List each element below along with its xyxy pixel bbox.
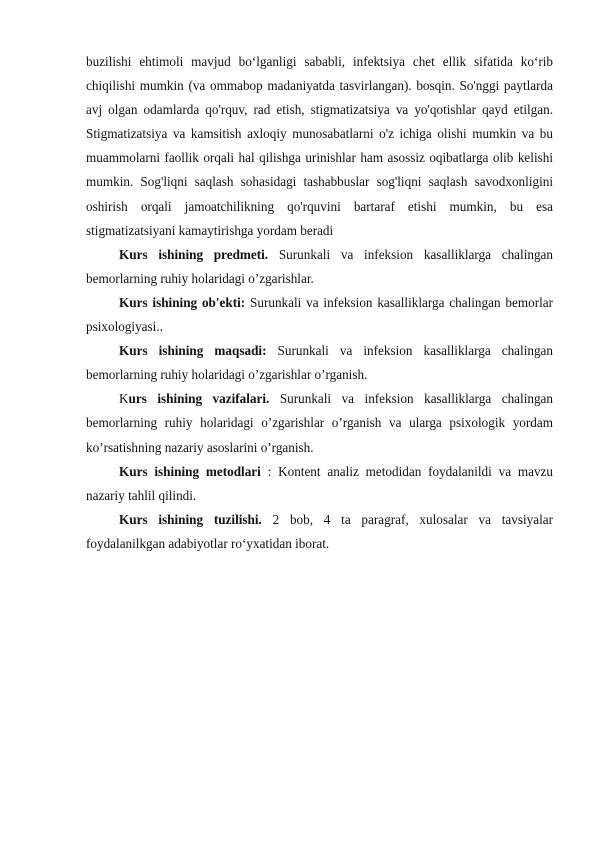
goal-label: Kurs ishining maqsadi:: [119, 343, 267, 359]
subject-text: Surunkali va infeksion kasalliklarga chalingan bemorlarning ruhiy holaridagi o’zgarishlar.: [86, 246, 553, 286]
body-text: [86, 50, 553, 556]
subject-paragraph: [86, 243, 553, 291]
structure-paragraph: [86, 508, 553, 556]
methods-text: : Kontent analiz metodidan foydalanildi va mavzu nazariy tahlil qilindi.: [86, 463, 554, 503]
tasks-text: Surunkali va infeksion kasalliklarga chalingan bemorlarning ruhiy holaridagi o’zgarishlar o’rganish va ularga psixologik yordam ko’rsatishning nazariy asoslarini o’rganish.: [86, 391, 553, 455]
object-text: Surunkali va infeksion kasalliklarga chalingan bemorlar psixologiyasi..: [86, 294, 553, 335]
object-paragraph: [86, 291, 553, 339]
structure-text: 2 bob, 4 ta paragraf, xulosalar va tavsiyalar foydalanilkgan adabiyotlar ro‘yxatidan iborat.: [86, 511, 553, 551]
subject-label: Kurs ishining predmeti.: [119, 246, 269, 262]
tasks-label-prefix: K: [119, 391, 129, 407]
structure-label: Kurs ishining tuzilishi.: [119, 511, 262, 527]
intro-paragraph: buzilishi ehtimoli mavjud bo‘lganligi sababli, infektsiya chet ellik sifatida ko‘rib chiqilishi mumkin (va ommabop madaniyatda tasvirlangan). bosqin. So'nggi paytlarda avj olgan odamlarda qo'rquv, rad etish, stigmatizatsiya va yo'qotishlar qayd etilgan. Stigmatizatsiya va kamsitish axloqiy munosabatlarni o'z ichiga olishi mumkin va bu muammolarni faollik orqali hal qilishga urinishlar ham asossiz oqibatlarga olib kelishi mumkin. Sog'liqni saqlash sohasidagi tashabbuslar sog'liqni saqlash savodxonligini oshirish orqali jamoatchilikning qo'rquvini bartaraf etishi mumkin, bu esa stigmatizatsiyani kamaytirishga yordam beradi: [86, 54, 553, 238]
goal-paragraph: [86, 339, 553, 387]
tasks-label: urs ishining vazifalari.: [128, 391, 270, 407]
methods-paragraph: [86, 460, 553, 508]
goal-text: Surunkali va infeksion kasalliklarga chalingan bemorlarning ruhiy holaridagi o’zgarishlar o’rganish.: [86, 343, 553, 383]
methods-label: Kurs ishining metodlari: [119, 463, 261, 479]
object-label: Kurs ishining ob'ekti:: [119, 294, 246, 310]
tasks-paragraph: [86, 387, 553, 459]
